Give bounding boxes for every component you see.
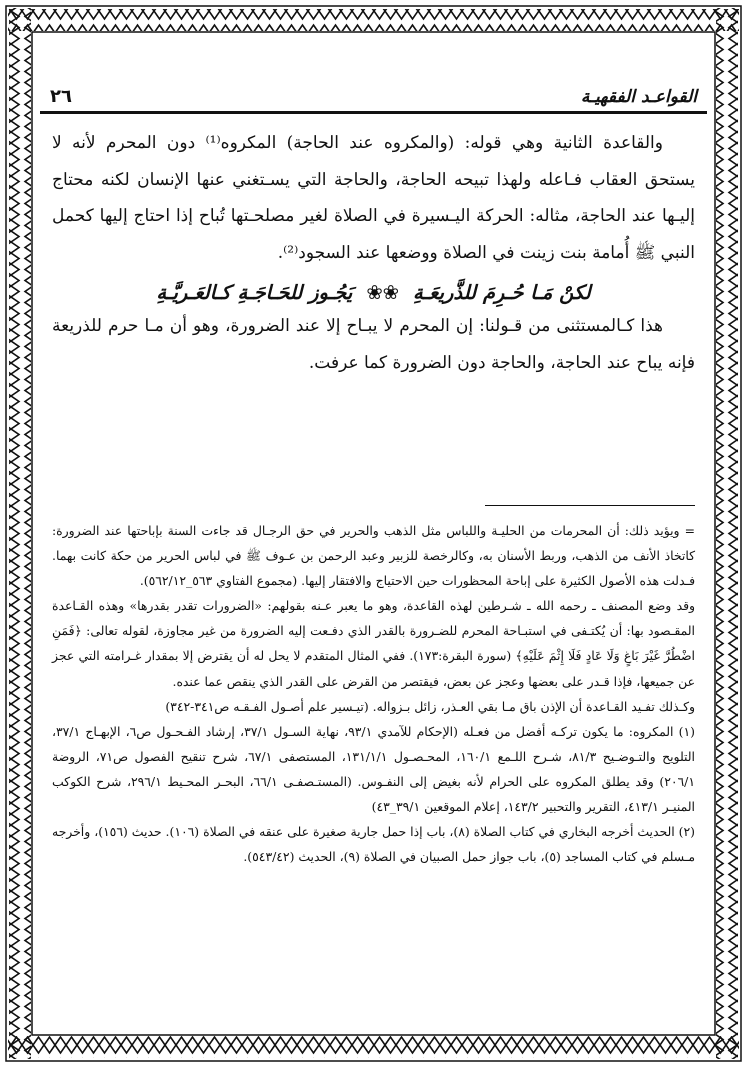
footnote-paragraph: وقد وضع المصنف ـ رحمه الله ـ شـرطين لهذه القاعدة، وهو ما يعبر عـنه بقولهم: «الضرورات تقدر بقدرها» وهذه القـاعدة المقـصود بها: أن يُكتـفى في استبـاحة المحرم للضـرورة بالقدر الذي دفـعت إليه الضرورة من غير مجاوزة، لقوله تعالى: ﴿فَمَنِ اضْطُرَّ غَيْرَ بَاغٍ وَلَا عَادٍ فَلَا إِثْمَ عَلَيْهِ﴾ (سورة البقرة:١٧٣). ففي المثال المتقدم لا يحل له أن يقترض إلا بمقدار غـرامته التي عجز عن جميعها، فإذا قـدر على بعضها وعجز عن بعض، فيقتصر من القرض على القدر الذي ينقص عما عنده. <box>52 598 696 689</box>
explanation-paragraph: هذا كـالمستثنى من قـولنا: إن المحرم لا يبـاح إلا عند الضرورة، وهو أن مـا حرم للذريعة فإنه يباح عند الحاجة، والحاجة دون الضرورة كما عرفت. <box>52 316 695 373</box>
page <box>40 40 707 1027</box>
footnotes <box>52 518 695 869</box>
footnote-divider <box>485 505 695 506</box>
page-number: ٢٦ <box>50 86 72 107</box>
footnote-1: (١) المكروه: ما يكون تركـه أفضل من فعـله (الإحكام للآمدي ٩٣/١، نهاية السـول ٣٧/١، إرشاد الفـحـول ص٦، الإبهـاج ٣٧/١، التلويح والتـوضـيح ٨١/٣، شـرح اللـمع ١٦٠/١، المحـصـول ١٣١/١/١، المستصفى ٦٧/١، شرح تنقيح الفصول ص٧١، الروضة ٢٠٦/١) وقد يطلق المكروه على الحرام لأنه بغيض إلى النفـوس. (المستـصفـى ٦٦/١، البحـر المحـيط ٢٩٦/١، شرح الكوكب المنيـر ٤١٣/١، التقرير والتحبير ١٤٣/٢، إعلام الموقعين ٣٩/١_٤٣) <box>52 723 696 815</box>
verse-left-half: يَجُـوز للحَـاجَـةِ كـالعَـريَّـةِ <box>156 281 353 304</box>
body-paragraph: والقاعدة الثانية وهي قوله: (والمكروه عند الحاجة) المكروه⁽¹⁾ دون المحرم لأنه لا يستحق العقاب فـاعله ولهذا تبيحه الحاجة، والحاجة التي يسـتغني عنها الإنسان لكنه محتاج إليـها عند الحاجة، مثاله: الحركة اليـسيرة في الصلاة لغير مصلحـتها تُباح إذا احتاج إليها كحمل النبي ﷺ أُمامة بنت زينت في الصلاة ووضعها عند السجود⁽²⁾. <box>52 133 695 263</box>
footnote-paragraph: وكـذلك تفـيد القـاعدة أن الإذن باق مـا بقي العـذر، زائل بـزواله. (تيـسير علم أصـول الفـقـه ص٣٤١-٣٤٢) <box>165 698 695 714</box>
footnote-continuation: = ويؤيد ذلك: أن المحرمات من الحليـة واللباس مثل الذهب والحرير في حق الرجـال قد جاءت السنة بإباحتها عند الضرورة: كاتخاذ الأنف من الذهب، وربط الأسنان به، وكالرخصة للزبير وعبد الرحمن بن عـوف ﷺ في لباس الحرير من حكة كانت بهما. فـدلت هذه الأصول الكثيرة على إباحة المحظورات حين الاحتياج والافتقار إليها. (مجموع الفتاوي ٥٦٣_٥٦٢/١٢). <box>52 523 695 589</box>
verse-separator: ❀❀ <box>366 281 400 304</box>
header-title: القواعـد الفقهيـة <box>580 87 697 107</box>
verse-heading <box>52 281 695 304</box>
running-header <box>40 84 707 114</box>
main-text <box>52 125 695 381</box>
verse-right-half: لكنْ مَـا حُـرِمَ للذَّريعَـةِ <box>413 281 591 304</box>
footnote-2: (٢) الحديث أخرجه البخاري في كتاب الصلاة (٨)، باب إذا حمل جارية صغيرة على عنقه في الصلاة (١٠٦). حديث (١٥٦)، وأخرجه مـسلم في كتاب المساجد (٥)، باب جواز حمل الصبيان في الصلاة (٩)، الحديث (٥٤٣/٤٢). <box>52 824 696 865</box>
